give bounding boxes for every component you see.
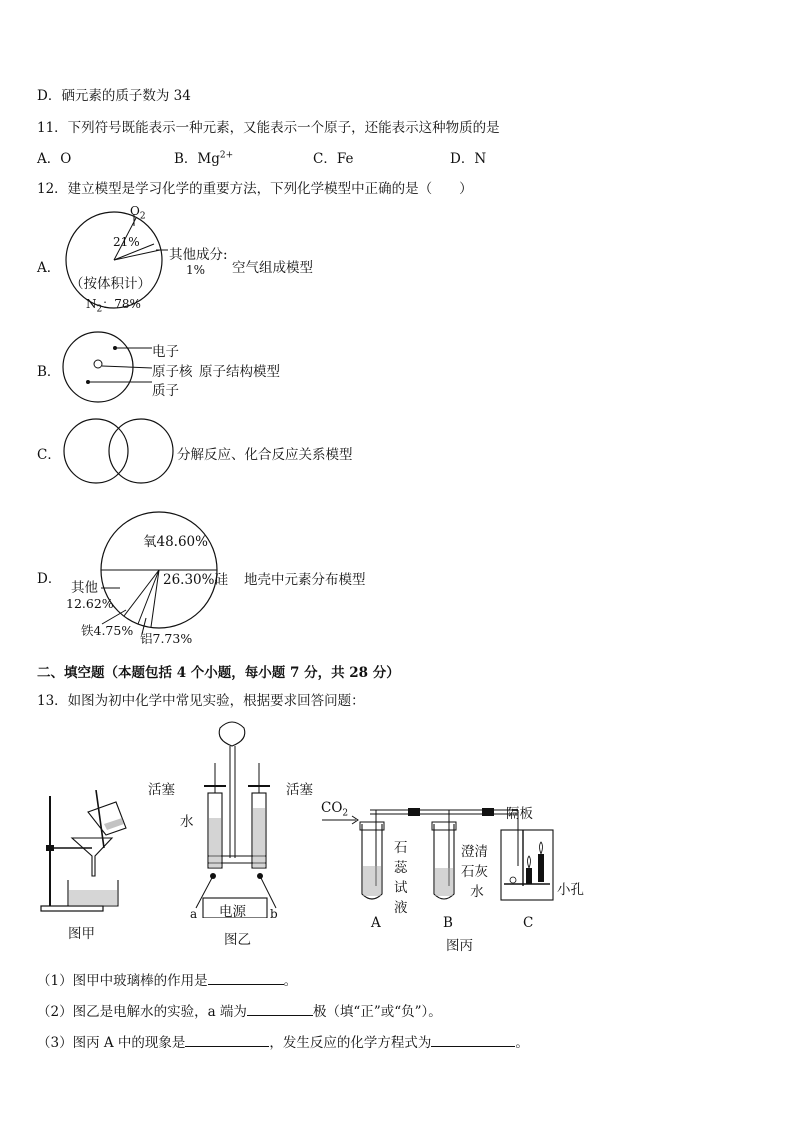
o2-percent: 21% — [113, 235, 140, 249]
q13-stem: 13．如图为初中化学中常见实验，根据要求回答问题： — [37, 693, 365, 709]
q11-option-b: B．$Mg^{2+}$ — [174, 150, 234, 167]
water-label: 水 — [180, 814, 194, 830]
o2-label: $O_2$ — [130, 204, 146, 222]
figure-bing-caption: 图丙 — [446, 938, 473, 954]
reaction-venn-figure — [62, 418, 178, 486]
litmus-label: 石 蕊 试 液 — [394, 840, 408, 916]
atom-model-caption: 原子结构模型 — [199, 364, 280, 380]
q11-option-d: D．N — [450, 151, 487, 167]
answer-blank-4[interactable] — [431, 1032, 515, 1047]
air-model-caption: 空气组成模型 — [232, 260, 313, 276]
q12-option-c-label: C． — [37, 447, 61, 463]
q12-option-a-label: A． — [37, 260, 61, 276]
proton-label: 质子 — [152, 383, 179, 399]
crust-elements-figure — [60, 500, 260, 640]
q12-option-d-label: D． — [37, 571, 62, 587]
tube-b-label: B — [443, 915, 453, 931]
partition-label: 隔板 — [506, 806, 533, 822]
q13-sub1: （1）图甲中玻璃棒的作用是 。 — [37, 969, 297, 989]
answer-blank-1[interactable] — [208, 970, 284, 985]
q11-stem: 11．下列符号既能表示一种元素，又能表示一个原子，还能表示这种物质的是 — [37, 120, 500, 136]
hole-label: 小孔 — [557, 882, 584, 898]
silicon-label: 26.30%硅 — [163, 572, 228, 588]
nucleus-label: 原子核 — [152, 364, 193, 380]
reaction-model-caption: 分解反应、化合反应关系模型 — [177, 447, 353, 463]
q11-option-c: C．Fe — [313, 151, 354, 167]
other-elements-label: 其他 — [71, 580, 98, 596]
valve-right-label: 活塞 — [286, 782, 313, 798]
section-title: 二、填空题（本题包括 4 个小题，每小题 7 分，共 28 分） — [37, 665, 400, 681]
answer-blank-2[interactable] — [247, 1001, 313, 1016]
q11-option-a: A．O — [37, 151, 72, 167]
limewater-label: 澄清 石灰 水 — [461, 844, 488, 900]
figure-yi-caption: 图乙 — [224, 932, 251, 948]
aluminum-label: 铝7.73% — [140, 631, 193, 646]
tube-a-label: A — [371, 915, 381, 931]
power-source-label: 电源 — [219, 904, 246, 920]
co2-label: $CO_2$ — [321, 800, 349, 819]
iron-label: 铁4.75% — [81, 623, 134, 638]
n2-percent: $N_2$：78% — [86, 297, 141, 315]
crust-model-caption: 地壳中元素分布模型 — [244, 572, 366, 588]
q12-stem: 12．建立模型是学习化学的重要方法，下列化学模型中正确的是（ ） — [37, 181, 473, 197]
by-volume-note: （按体积计） — [70, 276, 151, 292]
end-a-label: a — [190, 907, 198, 921]
oxygen-label: 氧48.60% — [143, 534, 208, 550]
electrolysis-apparatus — [180, 718, 290, 918]
answer-blank-3[interactable] — [185, 1032, 269, 1047]
q12-option-b-label: B． — [37, 364, 61, 380]
other-elements-percent: 12.62% — [66, 596, 114, 611]
other-gas-label: 其他成分: — [169, 247, 228, 263]
q13-sub3: （3）图丙 A 中的现象是 ，发生反应的化学方程式为 。 — [37, 1031, 529, 1051]
valve-left-label: 活塞 — [148, 782, 175, 798]
figure-jia-caption: 图甲 — [68, 926, 95, 942]
q13-sub2: （2）图乙是电解水的实验，a 端为 极（填“正”或“负”）。 — [37, 1000, 442, 1020]
q10-option-d: D．硒元素的质子数为 34 — [37, 88, 191, 104]
filtration-apparatus — [38, 790, 138, 915]
apparatus-c-label: C — [523, 915, 534, 931]
other-gas-percent: 1% — [186, 263, 206, 277]
end-b-label: b — [270, 907, 278, 921]
electron-label: 电子 — [152, 344, 179, 360]
atom-structure-figure — [60, 330, 160, 406]
